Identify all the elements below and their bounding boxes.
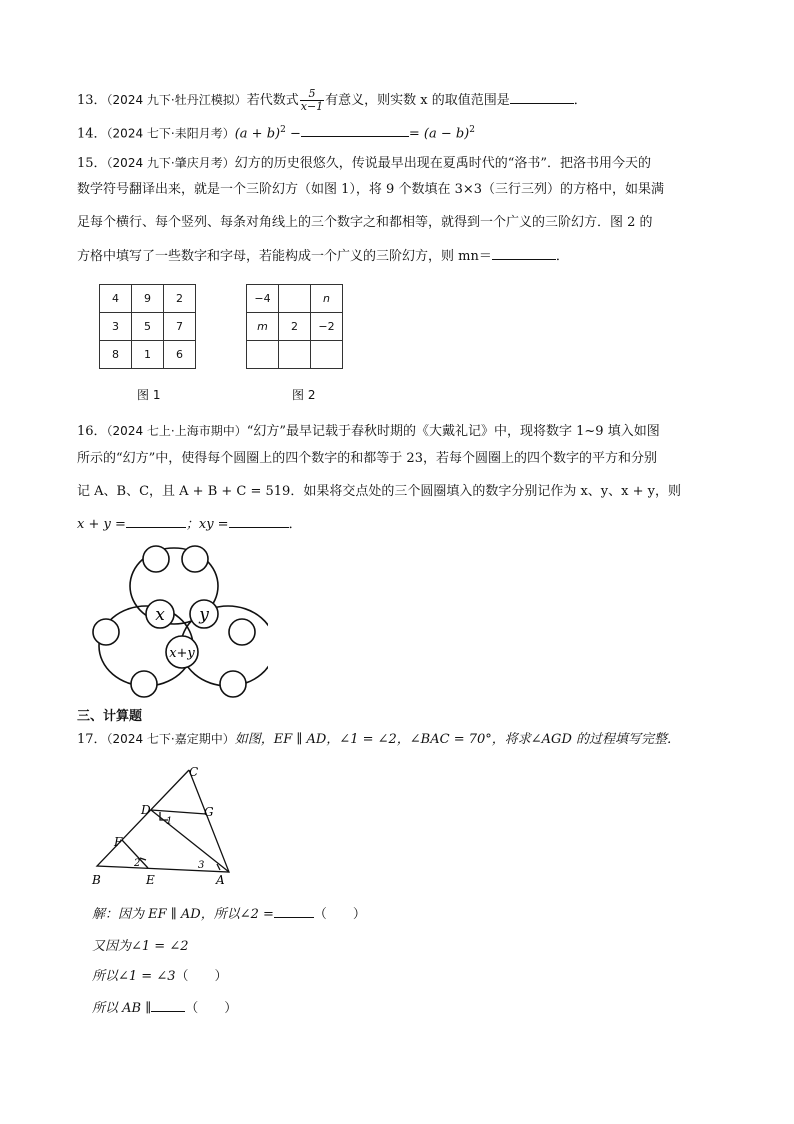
label-b: B (92, 873, 101, 887)
angle-label-2: 2 (134, 858, 141, 869)
q17-text: 如图，EF ∥ AD，∠1 = ∠2，∠BAC = 70°，将求∠AGD 的过程填写完整． (234, 732, 680, 747)
q13-number: 13． (77, 93, 107, 108)
q14-exp2: 2 (469, 125, 475, 135)
q16-answer-blank-2[interactable] (229, 515, 289, 528)
q14-answer-blank[interactable] (301, 124, 409, 137)
fig2-cell (279, 341, 311, 369)
q15-line4 (77, 247, 569, 266)
q15-line1 (77, 154, 651, 173)
q15-text1: 幻方的历史很悠久，传说最早出现在夏禹时代的“洛书”．把洛书用今天的 (234, 156, 652, 171)
q15-text4: 方格中填写了一些数字和字母，若能构成一个广义的三阶幻方，则 mn＝ (77, 249, 492, 264)
q14-rhs: = (a − b) (408, 126, 470, 142)
q14-source: （2024 七下·耒阳月考） (106, 126, 235, 141)
fig2-caption: 图 2 (292, 388, 316, 402)
fig2-cell (279, 285, 311, 313)
q17-step-1 (92, 903, 366, 922)
q17-step3-text: 所以∠1 = ∠3 (92, 969, 176, 984)
fig1-cell: 1 (132, 341, 164, 369)
q16-answer-blank-1[interactable] (126, 515, 186, 528)
q17-step-2 (92, 935, 189, 954)
small-circle (131, 671, 157, 697)
q17-triangle-figure (88, 762, 238, 888)
fig2-cell: n (311, 285, 343, 313)
fig1-cell: 9 (132, 285, 164, 313)
q14-minus: − (285, 126, 301, 142)
small-circle (220, 671, 246, 697)
q15-source: （2024 九下·肇庆月考） (106, 156, 235, 170)
q16-xy-label: ；xy = (185, 517, 229, 532)
q17-source: （2024 七下·嘉定期中） (106, 732, 235, 746)
q16-number: 16． (77, 424, 107, 439)
q15-answer-blank[interactable] (492, 247, 556, 260)
small-circle (93, 619, 119, 645)
q17-number: 17． (77, 732, 107, 747)
q17-reason-3: （ ） (175, 969, 228, 984)
node-x-label: x (155, 605, 165, 625)
label-f: F (114, 835, 123, 849)
section-title: 三、计算题 (77, 709, 143, 724)
q15-line3: 足每个横行、每个竖列、每条对角线上的三个数字之和都相等，就得到一个广义的三阶幻方．图 2 的 (77, 215, 653, 230)
q13-answer-blank[interactable] (510, 91, 574, 104)
q16-xplusy-label: x + y = (77, 517, 126, 532)
fig2-cell: m (247, 313, 279, 341)
fig1-caption: 图 1 (137, 388, 161, 402)
question-14 (77, 121, 475, 143)
fig2-cell: −2 (311, 313, 343, 341)
q14-number: 14． (77, 126, 107, 142)
node-xy-label: x+y (169, 646, 195, 661)
small-circle (229, 619, 255, 645)
q17-step2-text: 又因为∠1 = ∠2 (92, 939, 189, 954)
segment-dg (151, 810, 206, 814)
angle-label-1: 1 (166, 816, 173, 827)
q13-frac-num: 5 (300, 88, 324, 101)
q16-line2: 所示的“幻方”中，使得每个圆圈上的四个数字的和都等于 23，若每个圆圈上的四个数字的平方和分别 (77, 451, 657, 466)
q16-line4 (77, 515, 302, 534)
small-circle (182, 546, 208, 572)
q14-exp: 2 (280, 125, 286, 135)
q16-circle-figure (88, 538, 268, 704)
fig2-cell: −4 (247, 285, 279, 313)
label-d: D (141, 803, 151, 817)
fig1-cell: 2 (164, 285, 196, 313)
fig1-cell: 5 (132, 313, 164, 341)
fig1-cell: 8 (100, 341, 132, 369)
q17-blank-4[interactable] (151, 999, 185, 1012)
q17-reason-4: （ ） (185, 1001, 238, 1016)
q13-text-post: 有意义，则实数 x 的取值范围是 (325, 93, 510, 108)
magic-square-fig1 (99, 284, 196, 369)
q17-step1-text: 解：因为 EF ∥ AD，所以∠2 = (92, 907, 274, 922)
q13-source: （2024 九下·牡丹江模拟） (106, 93, 247, 107)
fig2-cell: 2 (279, 313, 311, 341)
q16-line1 (77, 422, 660, 441)
fig1-cell: 3 (100, 313, 132, 341)
question-17 (77, 730, 680, 749)
q16-line3: 记 A、B、C，且 A + B + C = 519．如果将交点处的三个圆圈填入的数字分别记作为 x、y、x + y，则 (77, 484, 681, 499)
q16-end: ． (288, 517, 302, 532)
q16-source: （2024 七上·上海市期中） (106, 424, 247, 438)
q17-step-3 (92, 965, 228, 984)
q13-fraction (300, 88, 324, 113)
q17-reason-1: （ ） (313, 907, 366, 922)
fig2-cell (311, 341, 343, 369)
fig1-cell: 4 (100, 285, 132, 313)
magic-square-fig2 (246, 284, 343, 369)
q15-number: 15． (77, 156, 107, 171)
q16-text1: “幻方”最早记载于春秋时期的《大戴礼记》中，现将数字 1~9 填入如图 (246, 424, 660, 439)
fig2-cell (247, 341, 279, 369)
q13-end: ． (573, 93, 587, 108)
q17-step4-text: 所以 AB ∥ (92, 1001, 152, 1016)
label-g: G (204, 805, 214, 819)
q17-step-4 (92, 997, 237, 1016)
q15-end: ． (555, 249, 569, 264)
label-a: A (216, 873, 225, 887)
q13-text-pre: 若代数式 (246, 93, 299, 108)
node-y-label: y (199, 605, 209, 625)
label-c: C (189, 765, 199, 779)
question-13 (77, 88, 587, 113)
fig1-cell: 6 (164, 341, 196, 369)
q13-frac-den: x−1 (300, 100, 324, 113)
label-e: E (146, 873, 155, 887)
angle-label-3: 3 (198, 860, 205, 871)
q17-blank-1[interactable] (274, 905, 314, 918)
q15-line2: 数学符号翻译出来，就是一个三阶幻方（如图 1），将 9 个数填在 3×3（三行三列）的方格中，如果满 (77, 182, 665, 197)
q14-lhs: (a + b) (234, 126, 281, 142)
small-circle (143, 546, 169, 572)
fig1-cell: 7 (164, 313, 196, 341)
